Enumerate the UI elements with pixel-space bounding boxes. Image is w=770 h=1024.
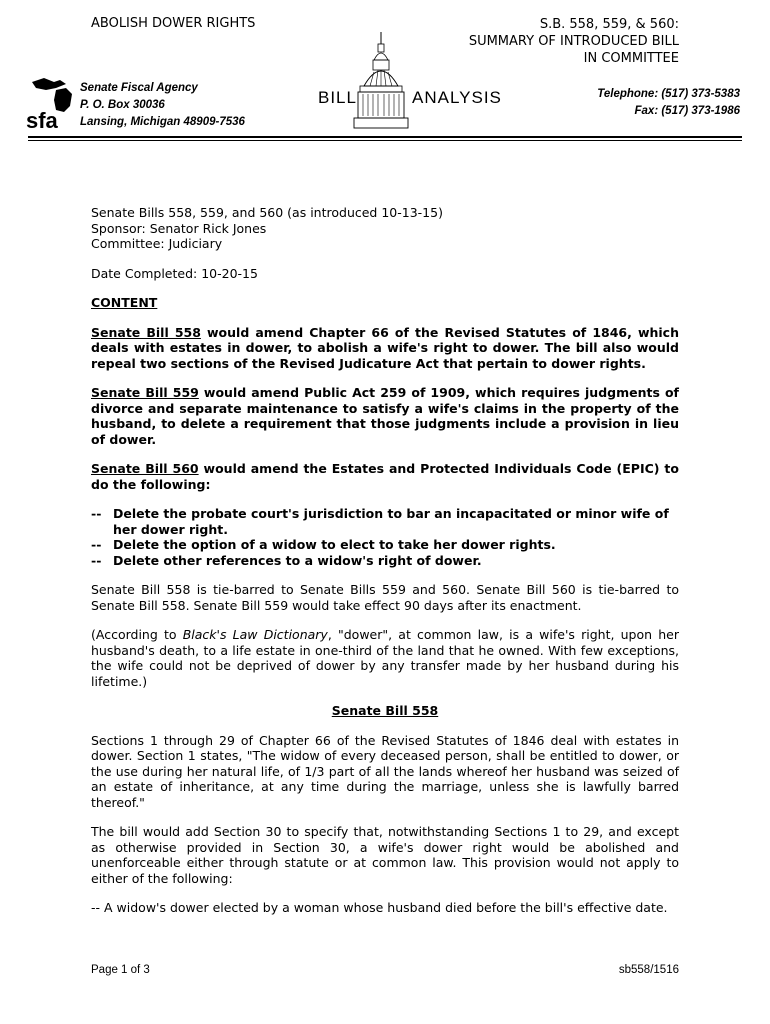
sb560-bullet-list (91, 506, 679, 568)
capitol-dome-icon (352, 30, 410, 132)
definition-paragraph: (According to Black's Law Dictionary, "dower", at common law, is a wife's right, upon her husband's death, to a life estate in one-third of the land that he owned. With few exceptions, the wife could not be deprived of dower by any transfer made by her husband during his lifetime.) (91, 627, 680, 689)
banner-analysis: ANALYSIS (412, 88, 502, 107)
logo-text: sfa (26, 108, 58, 132)
section-558-para1: Sections 1 through 29 of Chapter 66 of the Revised Statutes of 1846 deal with estates in dower. Section 1 states, "The widow of every deceased person, shall be entitled to dower, or the use during her natural life, of 1/3 part of all the lands whereof her husband was seized of an estate of inheritance, at any time during the marriage, unless she is lawfully barred thereof." (91, 732, 679, 810)
list-item: -- Delete the option of a widow to elect to take her dower rights. (91, 537, 556, 552)
bullet-dash: -- (91, 552, 102, 568)
document-code: sb558/1516 (618, 964, 679, 976)
meta-committee: Committee: Judiciary (91, 236, 223, 251)
sb558-summary (91, 325, 679, 372)
tiebar-paragraph: Senate Bill 558 is tie-barred to Senate Bills 559 and 560. Senate Bill 560 is tie-barred to Senate Bill 558. Senate Bill 559 would take effect 90 days after its enactment. (91, 582, 679, 613)
sb560-text: would amend the Estates and Protected Individuals Code (EPIC) to do the following: (91, 461, 679, 492)
section-558-heading: Senate Bill 558 (331, 703, 439, 718)
page-number: Page 1 of 3 (91, 964, 150, 976)
meta-sponsor: Sponsor: Senator Rick Jones (91, 220, 267, 236)
agency-address (80, 80, 245, 131)
definition-source: Black's Law Dictionary (182, 627, 328, 642)
meta-bills: Senate Bills 558, 559, and 560 (as introduced 10-13-15) (91, 205, 443, 220)
banner-bill: BILL (318, 88, 357, 107)
summary-line-2: IN COMMITTEE (583, 51, 679, 66)
sb559-text: would amend Public Act 259 of 1909, which requires judgments of divorce and separate maintenance to satisfy a wife's claims in the property of the husband, to delete a requirement that those judgments include a provision in lieu of dower. (91, 385, 679, 447)
agency-contact (597, 86, 740, 120)
header-rule-bottom (28, 140, 742, 141)
sb558-text: would amend Chapter 66 of the Revised Statutes of 1846, which deals with estates in dower, to abolish a wife's right to dower. The bill also would repeal two sections of the Revised Judicature Act that pertain to dower rights. (91, 324, 679, 371)
sb558-label: Senate Bill 558 (91, 324, 201, 340)
document-body (91, 205, 679, 916)
sb560-summary (91, 461, 679, 492)
bullet-dash: -- (91, 506, 102, 521)
agency-fax: Fax: (517) 373-1986 (634, 105, 740, 117)
list-item: -- Delete other references to a widow's right of dower. (91, 552, 482, 568)
section-558-bullet: -- A widow's dower elected by a woman whose husband died before the bill's effective date. (91, 900, 668, 915)
agency-city: Lansing, Michigan 48909-7536 (80, 116, 245, 128)
content-heading: CONTENT (91, 295, 158, 310)
agency-telephone: Telephone: (517) 373-5383 (597, 88, 740, 100)
sb560-label: Senate Bill 560 (91, 461, 199, 476)
agency-box: P. O. Box 30036 (80, 99, 165, 111)
list-item: -- Delete the probate court's jurisdiction to bar an incapacitated or minor wife of her dower right. (91, 506, 669, 537)
sb559-summary (91, 385, 679, 447)
michigan-logo (26, 76, 80, 132)
meta-date: Date Completed: 10-20-15 (91, 265, 258, 281)
bullet-dash: -- (91, 900, 101, 915)
section-558-para2: The bill would add Section 30 to specify that, notwithstanding Sections 1 to 29, and except as otherwise provided in Section 30, a wife's dower right would be abolished and unenforceable either through statute or at common law. This provision would not apply to either of the following: (91, 824, 679, 886)
summary-line-1: SUMMARY OF INTRODUCED BILL (468, 34, 679, 49)
bill-status-header (469, 16, 679, 67)
sb559-label: Senate Bill 559 (91, 385, 199, 400)
topic-header: ABOLISH DOWER RIGHTS (91, 16, 256, 31)
bill-numbers: S.B. 558, 559, & 560: (539, 17, 679, 32)
bullet-dash: -- (91, 537, 102, 552)
agency-name: Senate Fiscal Agency (80, 82, 198, 94)
header-rule-top (28, 136, 742, 138)
